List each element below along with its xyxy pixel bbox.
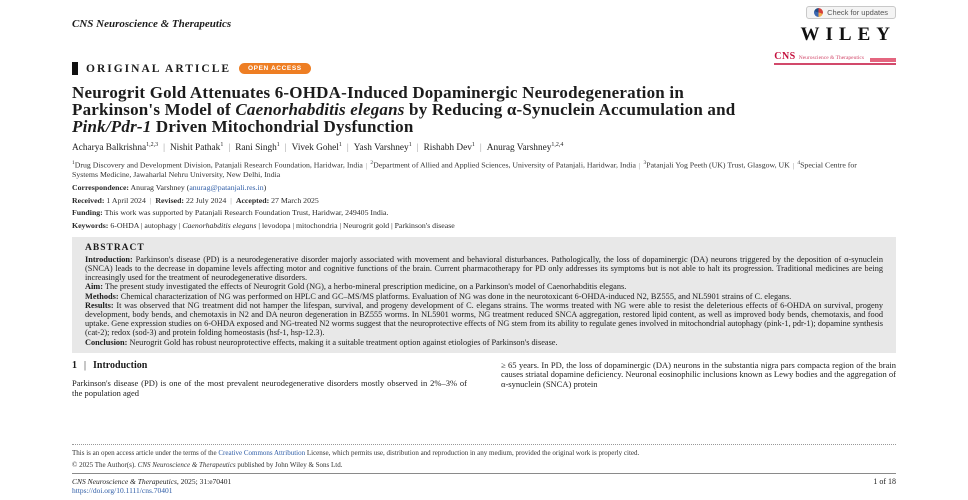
keywords-species-italic: Caenorhabditis elegans xyxy=(182,220,257,230)
correspondence-close: ) xyxy=(263,183,267,192)
keywords-text: | levodopa | mitochondria | Neurogrit gold | Parkinson's disease xyxy=(256,220,455,230)
abstract-results xyxy=(85,301,883,338)
introduction-section xyxy=(72,361,896,399)
author: Vivek Gohel xyxy=(291,143,339,154)
title-part3: by Reducing α-Synuclein Accumulation and xyxy=(404,100,736,119)
copyright-line xyxy=(72,461,896,469)
keywords-text: 6-OHDA | autophagy | xyxy=(108,220,183,230)
accepted-label: Accepted: xyxy=(235,195,270,205)
author-sup: 1 xyxy=(408,142,412,148)
author-separator: | xyxy=(346,143,349,154)
abstract-conclusion xyxy=(85,338,883,347)
copyright-journal-italic: CNS Neuroscience & Therapeutics xyxy=(137,461,236,469)
affiliation: Patanjali Yog Peeth (UK) Trust, Glasgow, UK xyxy=(646,160,790,170)
introduction-right-column xyxy=(501,361,896,399)
abstract-methods-label: Methods: xyxy=(85,291,119,301)
copyright-text: © 2025 The Author(s). xyxy=(72,461,138,469)
abstract-introduction-label: Introduction: xyxy=(85,254,133,264)
author-separator: | xyxy=(479,143,482,154)
license-footnote xyxy=(72,444,896,458)
affiliation: Drug Discovery and Development Division, Patanjali Research Foundation, Haridwar, India xyxy=(74,160,363,170)
funding-line xyxy=(72,208,896,217)
abstract-aim xyxy=(85,282,883,291)
doi-link[interactable]: https://doi.org/10.1111/cns.70401 xyxy=(72,486,173,495)
license-text: This is an open access article under the terms of the xyxy=(72,449,219,458)
article-title xyxy=(72,84,772,135)
header-right xyxy=(774,8,896,62)
author: Anurag Varshney xyxy=(486,143,552,154)
correspondence-line xyxy=(72,183,896,192)
wiley-logo: WILEY xyxy=(800,24,896,45)
affiliation-sup: 4 xyxy=(797,160,801,167)
received-label: Received: xyxy=(72,195,105,205)
affiliation-separator: | xyxy=(365,160,368,170)
funding-label: Funding: xyxy=(72,208,103,217)
abstract-results-text: It was observed that NG treatment did not hamper the lifespan, survival, and progeny development of C. elegans strains. The worms treated with NG were able to resist the deleterious effects of 6-OHDA on survival, progeny development, body bends, and chemotaxis in N2 and DA neuron degeneration in BZ555 worms. In NL5901 worms, NG treatment reduced SNCA aggregation, restored lipid content, as well as improved body bends, chemotaxis, and food uptake. Gene expression studies on 6-OHDA exposed and NG-treated N2 worms suggest that the neuroprotective effects of NG stem from its ability to regulate genes involved in mitochondrial autophagy (pink-1, pdr-1); dopamine synthesis (cat-2); redox (sod-3) and protein folding homeostasis (hsf-1, hsp-12.3). xyxy=(85,300,883,338)
author: Yash Varshney xyxy=(353,143,409,154)
page-indicator: 1 of 18 xyxy=(873,477,896,486)
creative-commons-link[interactable]: Creative Commons Attribution xyxy=(218,449,306,458)
keywords-label: Keywords: xyxy=(72,220,109,230)
copyright-text: published by John Wiley & Sons Ltd. xyxy=(235,461,343,469)
author: Nishit Pathak xyxy=(169,143,221,154)
check-for-updates-button[interactable] xyxy=(806,6,896,19)
article-type-banner xyxy=(72,62,896,75)
correspondence-name: Anurag Varshney ( xyxy=(129,183,190,192)
author-sup: 1 xyxy=(338,142,342,148)
affiliation-separator: | xyxy=(792,160,795,170)
citation-rest: , 2025; 31:e70401 xyxy=(176,477,232,486)
keywords-line xyxy=(72,221,896,230)
author-byline xyxy=(72,142,896,153)
citation-journal-italic: CNS Neuroscience & Therapeutics xyxy=(72,477,177,486)
title-part5: Driven Mitochondrial Dysfunction xyxy=(151,117,414,136)
abstract-aim-text: The present study investigated the effects of Neurogrit Gold (NG), a herbo-mineral prescription medicine, on a Parkinson's model of Caenorhabditis elegans. xyxy=(102,282,627,292)
introduction-left-text: Parkinson's disease (PD) is one of the most prevalent neurodegenerative disorders mostly observed in 2%–3% of the population aged xyxy=(72,378,467,398)
funding-text: This work was supported by Patanjali Research Foundation Trust, Haridwar, 249405 India. xyxy=(102,208,389,217)
abstract-conclusion-label: Conclusion: xyxy=(85,337,128,347)
abstract-methods xyxy=(85,292,883,301)
article-type-label: ORIGINAL ARTICLE xyxy=(86,62,232,75)
history-line xyxy=(72,196,896,205)
article-type-bar xyxy=(72,62,78,75)
license-text: License, which permits use, distribution and reproduction in any medium, provided the original work is properly cited. xyxy=(305,449,640,458)
title-part1: Neurogrit Gold Attenuates 6-OHDA-Induced Dopaminergic Neurodegeneration in Parkinson's Model of xyxy=(72,83,684,119)
author-separator: | xyxy=(284,143,287,154)
author-sup: 1 xyxy=(220,142,224,148)
author-separator: | xyxy=(228,143,231,154)
journal-brand-logo xyxy=(774,51,896,65)
revised-value: 22 July 2024 xyxy=(184,195,227,205)
page-header xyxy=(72,0,896,62)
affiliation-sup: 1 xyxy=(72,160,75,167)
check-for-updates-label: Check for updates xyxy=(827,8,888,17)
section-separator: | xyxy=(84,359,87,371)
correspondence-email-link[interactable]: anurag@patanjali.res.in xyxy=(189,183,264,192)
journal-brand-tagline: Neuroscience & Therapeutics xyxy=(798,55,864,61)
affiliations xyxy=(72,159,882,179)
author-sup: 1 xyxy=(471,142,475,148)
introduction-right-text: ≥ 65 years. In PD, the loss of dopaminergic (DA) neurons in the substantia nigra pars compacta region of the brain causes striatal dopamine deficiency. Neuronal eosinophilic inclusions known as Lewy bodies and the aggregation of α-synuclein (SNCA) protein xyxy=(501,359,896,389)
abstract-aim-label: Aim: xyxy=(85,282,103,292)
correspondence-label: Correspondence: xyxy=(72,183,130,192)
affiliation: Department of Allied and Applied Sciences, University of Patanjali, Haridwar, India xyxy=(373,160,636,170)
author: Acharya Balkrishna xyxy=(72,143,147,154)
history-separator: | xyxy=(230,195,232,205)
abstract-box xyxy=(72,237,896,353)
journal-brand-cns: CNS xyxy=(774,51,796,62)
accepted-value: 27 March 2025 xyxy=(269,195,319,205)
affiliation: Special Centre for Systems Medicine, Jawaharlal Nehru University, New Delhi, India xyxy=(72,160,857,180)
abstract-heading: ABSTRACT xyxy=(85,242,145,253)
author-sup: 1,2,4 xyxy=(551,142,564,148)
author-sup: 1 xyxy=(276,142,280,148)
title-part4-italic: Pink/Pdr-1 xyxy=(72,117,152,136)
introduction-left-column xyxy=(72,361,467,399)
affiliation-sup: 2 xyxy=(370,160,374,167)
author-sup: 1,2,3 xyxy=(146,142,159,148)
journal-brand-bar xyxy=(870,58,896,62)
crossmark-icon xyxy=(814,8,823,17)
received-value: 1 April 2024 xyxy=(104,195,146,205)
open-access-badge[interactable]: OPEN ACCESS xyxy=(239,63,311,74)
section-number: 1 xyxy=(72,359,77,371)
abstract-methods-text: Chemical characterization of NG was performed on HPLC and GC–MS/MS platforms. Evaluation of NG was done in the neurotoxicant 6-OHDA-induced N2, BZ555, and NL5901 strains of C. elegans. xyxy=(118,291,792,301)
citation-block xyxy=(72,477,231,495)
section-heading xyxy=(72,361,467,371)
author: Rishabh Dev xyxy=(423,143,472,154)
section-title: Introduction xyxy=(93,359,148,371)
abstract-results-label: Results: xyxy=(85,300,114,310)
affiliation-sup: 3 xyxy=(643,160,647,167)
abstract-introduction xyxy=(85,255,883,283)
author-separator: | xyxy=(416,143,419,154)
abstract-introduction-text: Parkinson's disease (PD) is a neurodegenerative disorder majorly associated with movement and behavioral disturbances. Pathologically, the loss of dopaminergic (DA) neurons triggered by the deposition of α-synuclein (SNCA) leads to the decrease in dopamine levels affecting motor and cognitive functions of the brain. Current pharmacotherapy for PD only addresses its symptoms but is not able to halt its progression. Traditional medicines are being increasingly used for the treatment of neurodegenerative disorders. xyxy=(85,254,883,283)
journal-name: CNS Neuroscience & Therapeutics xyxy=(72,18,232,30)
page-footer xyxy=(72,444,896,495)
citation-line xyxy=(72,477,231,486)
bottom-bar xyxy=(72,473,896,495)
title-part2-italic: Caenorhabditis elegans xyxy=(235,100,405,119)
revised-label: Revised: xyxy=(155,195,185,205)
abstract-conclusion-text: Neurogrit Gold has robust neuroprotective effects, making it a suitable treatment option against etiologies of Parkinson's disease. xyxy=(127,337,558,347)
affiliation-separator: | xyxy=(638,160,641,170)
author-separator: | xyxy=(163,143,165,154)
history-separator: | xyxy=(149,195,152,205)
author: Rani Singh xyxy=(235,143,277,154)
